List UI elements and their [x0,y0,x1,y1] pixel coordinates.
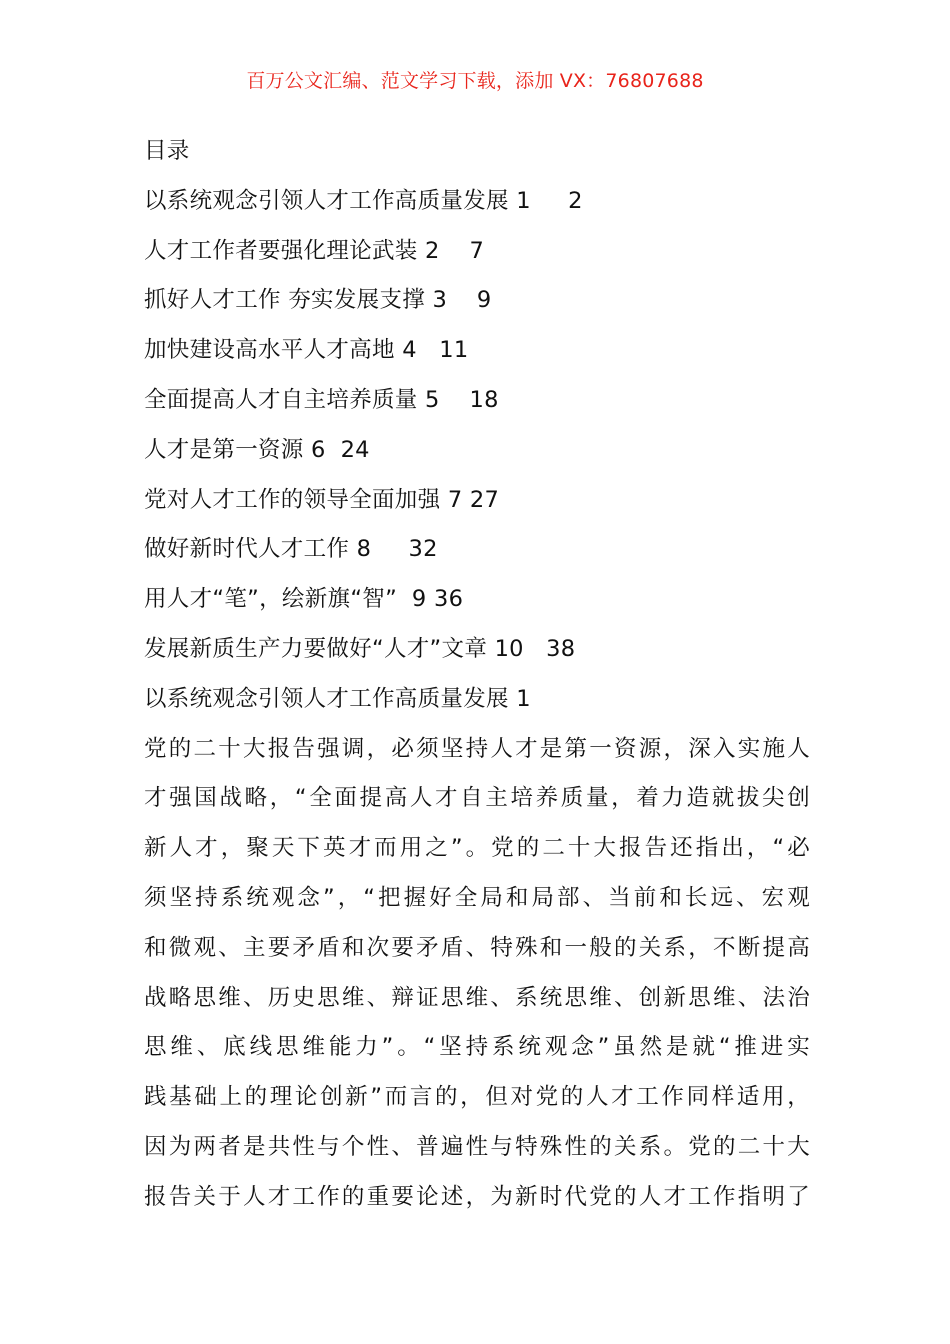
document-body [144,133,810,1229]
paragraph-line: 党的二十大报告强调，必须坚持人才是第一资源，深入实施人 [144,735,810,762]
paragraph-line: 因为两者是共性与个性、普遍性与特殊性的关系。党的二十大 [144,1133,810,1160]
toc-list [144,183,810,681]
toc-entry[interactable]: 全面提高人才自主培养质量 5 18 [144,386,499,413]
toc-entry[interactable]: 加快建设高水平人才高地 4 11 [144,337,469,364]
toc-entry[interactable]: 党对人才工作的领导全面加强 7 27 [144,486,500,513]
paragraph-line: 报告关于人才工作的重要论述，为新时代党的人才工作指明了 [144,1183,810,1210]
toc-entry[interactable]: 发展新质生产力要做好“人才”文章 10 38 [144,635,576,662]
paragraph-line: 思维、底线思维能力”。“坚持系统观念”虽然是就“推进实 [144,1034,810,1061]
paragraph-line: 和微观、主要矛盾和次要矛盾、特殊和一般的关系，不断提高 [144,934,810,961]
toc-entry[interactable]: 抓好人才工作 夯实发展支撑 3 9 [144,287,492,314]
watermark-header: 百万公文汇编、范文学习下载，添加 VX：76807688 [246,70,704,92]
toc-entry[interactable]: 人才工作者要强化理论武装 2 7 [144,237,485,264]
toc-title: 目录 [144,138,190,164]
paragraph-line: 践基础上的理论创新”而言的，但对党的人才工作同样适用， [144,1084,810,1111]
toc-entry[interactable]: 人才是第一资源 6 24 [144,436,370,463]
paragraph-line: 才强国战略，“全面提高人才自主培养质量，着力造就拔尖创 [144,785,810,812]
article-paragraph [144,731,810,1229]
paragraph-line: 新人才，聚天下英才而用之”。党的二十大报告还指出，“必 [144,835,810,862]
paragraph-line: 战略思维、历史思维、辩证思维、系统思维、创新思维、法治 [144,984,810,1011]
toc-entry[interactable]: 用人才“笔”，绘新旗“智” 9 36 [144,586,464,613]
article-heading: 以系统观念引领人才工作高质量发展 1 [144,685,531,712]
toc-entry[interactable]: 以系统观念引领人才工作高质量发展 1 2 [144,187,583,214]
toc-entry[interactable]: 做好新时代人才工作 8 32 [144,536,438,563]
paragraph-line: 须坚持系统观念”，“把握好全局和局部、当前和长远、宏观 [144,884,810,911]
